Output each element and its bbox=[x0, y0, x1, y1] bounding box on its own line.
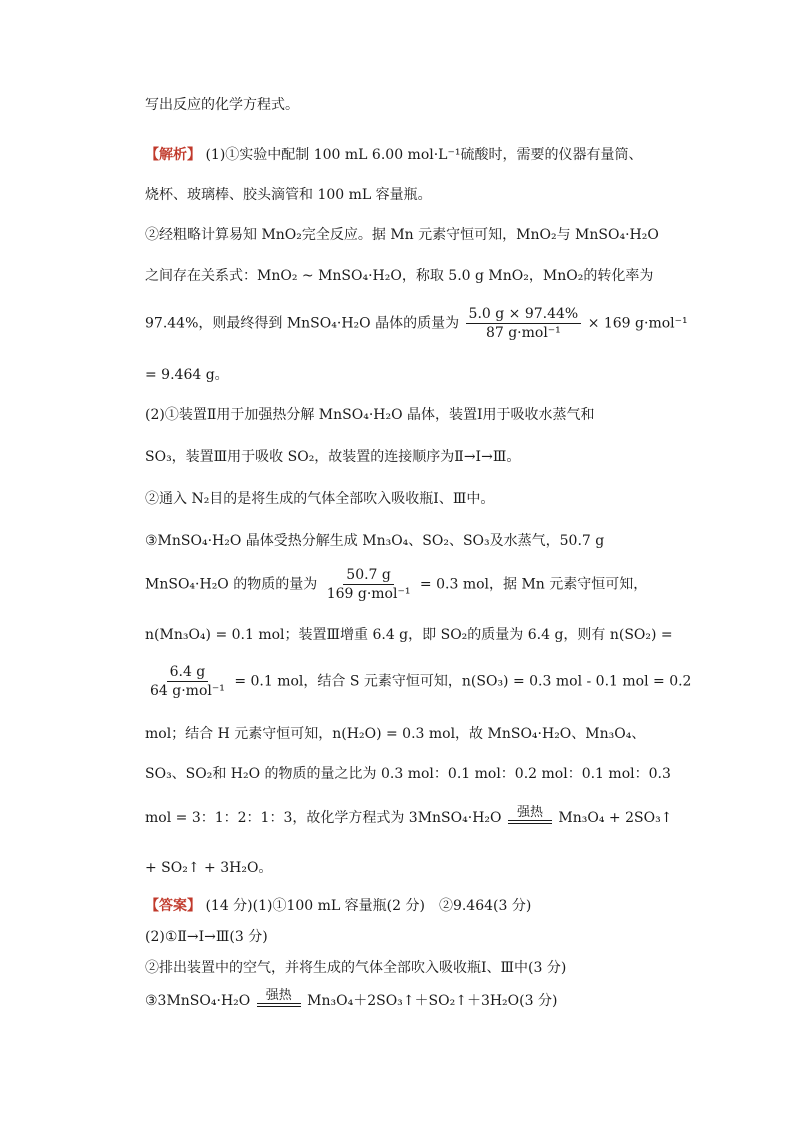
fraction-numerator: 50.7 g bbox=[343, 566, 394, 585]
moles-post: = 0.3 mol，据 Mn 元素守恒可知， bbox=[419, 576, 648, 593]
text-line: ②经粗略计算易知 MnO₂完全反应。据 Mn 元素守恒可知，MnO₂与 MnSO₄·H₂O bbox=[145, 227, 659, 243]
text-line: n(Mn₃O₄) = 0.1 mol；装置Ⅲ增重 6.4 g，即 SO₂的质量为 6.4 g，则有 n(SO₂) = bbox=[145, 627, 673, 643]
reaction-condition bbox=[257, 988, 301, 1007]
text-line: + SO₂↑ + 3H₂O。 bbox=[145, 860, 273, 876]
analysis-tag: 【解析】 bbox=[145, 147, 201, 163]
conversion-line bbox=[145, 305, 688, 342]
answer-eq-post: Mn₃O₄＋2SO₃↑＋SO₂↑＋3H₂O(3 分) bbox=[307, 993, 558, 1009]
text-line: SO₃，装置Ⅲ用于吸收 SO₂，故装置的连接顺序为Ⅱ→Ⅰ→Ⅲ。 bbox=[145, 449, 521, 465]
text-line: SO₃、SO₂和 H₂O 的物质的量之比为 0.3 mol：0.1 mol：0.2 mol：0.1 mol：0.3 bbox=[145, 766, 671, 782]
so2-post: = 0.1 mol，结合 S 元素守恒可知，n(SO₃) = 0.3 mol - 0.1 mol = 0.2 bbox=[234, 673, 692, 690]
text-line: 写出反应的化学方程式。 bbox=[145, 97, 299, 113]
equation-post: Mn₃O₄ + 2SO₃↑ bbox=[558, 810, 673, 826]
analysis-line-1 bbox=[145, 145, 642, 165]
reaction-condition bbox=[508, 805, 552, 824]
answer-tag: 【答案】 bbox=[145, 898, 201, 914]
so2-fraction bbox=[147, 663, 228, 700]
answer-equation-line bbox=[145, 987, 558, 1011]
text-line: 之间存在关系式：MnO₂ ~ MnSO₄·H₂O，称取 5.0 g MnO₂，MnO₂的转化率为 bbox=[145, 268, 654, 284]
text-line: ③MnSO₄·H₂O 晶体受热分解生成 Mn₃O₄、SO₂、SO₃及水蒸气，50.7 g bbox=[145, 533, 605, 549]
conversion-pre: 97.44%，则最终得到 MnSO₄·H₂O 晶体的质量为 bbox=[145, 315, 460, 332]
moles-fraction bbox=[324, 566, 414, 603]
double-line-sign bbox=[508, 820, 552, 824]
text-line: = 9.464 g。 bbox=[145, 367, 229, 383]
text-line: (2)①装置Ⅱ用于加强热分解 MnSO₄·H₂O 晶体，装置Ⅰ用于吸收水蒸气和 bbox=[145, 407, 595, 423]
answer-line-1 bbox=[145, 896, 531, 916]
text-line: (2)①Ⅱ→Ⅰ→Ⅲ(3 分) bbox=[145, 929, 268, 945]
fraction-numerator: 5.0 g × 97.44% bbox=[466, 305, 582, 324]
condition-label: 强热 bbox=[265, 987, 292, 1003]
analysis-text: (1)①实验中配制 100 mL 6.00 mol·L⁻¹硫酸时，需要的仪器有量筒、 bbox=[205, 147, 643, 163]
text-line: ②通入 N₂目的是将生成的气体全部吹入吸收瓶Ⅰ、Ⅲ中。 bbox=[145, 491, 495, 507]
fraction-denominator: 169 g·mol⁻¹ bbox=[326, 586, 411, 602]
equation-pre: mol = 3：1：2：1：3，故化学方程式为 3MnSO₄·H₂O bbox=[145, 810, 502, 826]
so2-line bbox=[145, 663, 691, 700]
text-line: mol；结合 H 元素守恒可知，n(H₂O) = 0.3 mol，故 MnSO₄·H₂O、Mn₃O₄、 bbox=[145, 726, 646, 742]
text-line: ②排出装置中的空气，并将生成的气体全部吹入吸收瓶Ⅰ、Ⅲ中(3 分) bbox=[145, 960, 567, 976]
double-line-sign bbox=[257, 1003, 301, 1007]
fraction-denominator: 64 g·mol⁻¹ bbox=[150, 683, 225, 699]
answer-text: (14 分)(1)①100 mL 容量瓶(2 分) ②9.464(3 分) bbox=[205, 898, 532, 914]
fraction-numerator: 6.4 g bbox=[167, 663, 209, 682]
fraction-denominator: 87 g·mol⁻¹ bbox=[485, 325, 561, 341]
condition-label: 强热 bbox=[516, 804, 543, 820]
conversion-post: × 169 g·mol⁻¹ bbox=[587, 315, 688, 332]
moles-pre: MnSO₄·H₂O 的物质的量为 bbox=[145, 576, 318, 593]
moles-line bbox=[145, 566, 647, 603]
equation-line bbox=[145, 804, 673, 828]
conversion-fraction bbox=[466, 305, 582, 342]
text-line: 烧杯、玻璃棒、胶头滴管和 100 mL 容量瓶。 bbox=[145, 187, 432, 203]
answer-eq-pre: ③3MnSO₄·H₂O bbox=[145, 993, 251, 1009]
